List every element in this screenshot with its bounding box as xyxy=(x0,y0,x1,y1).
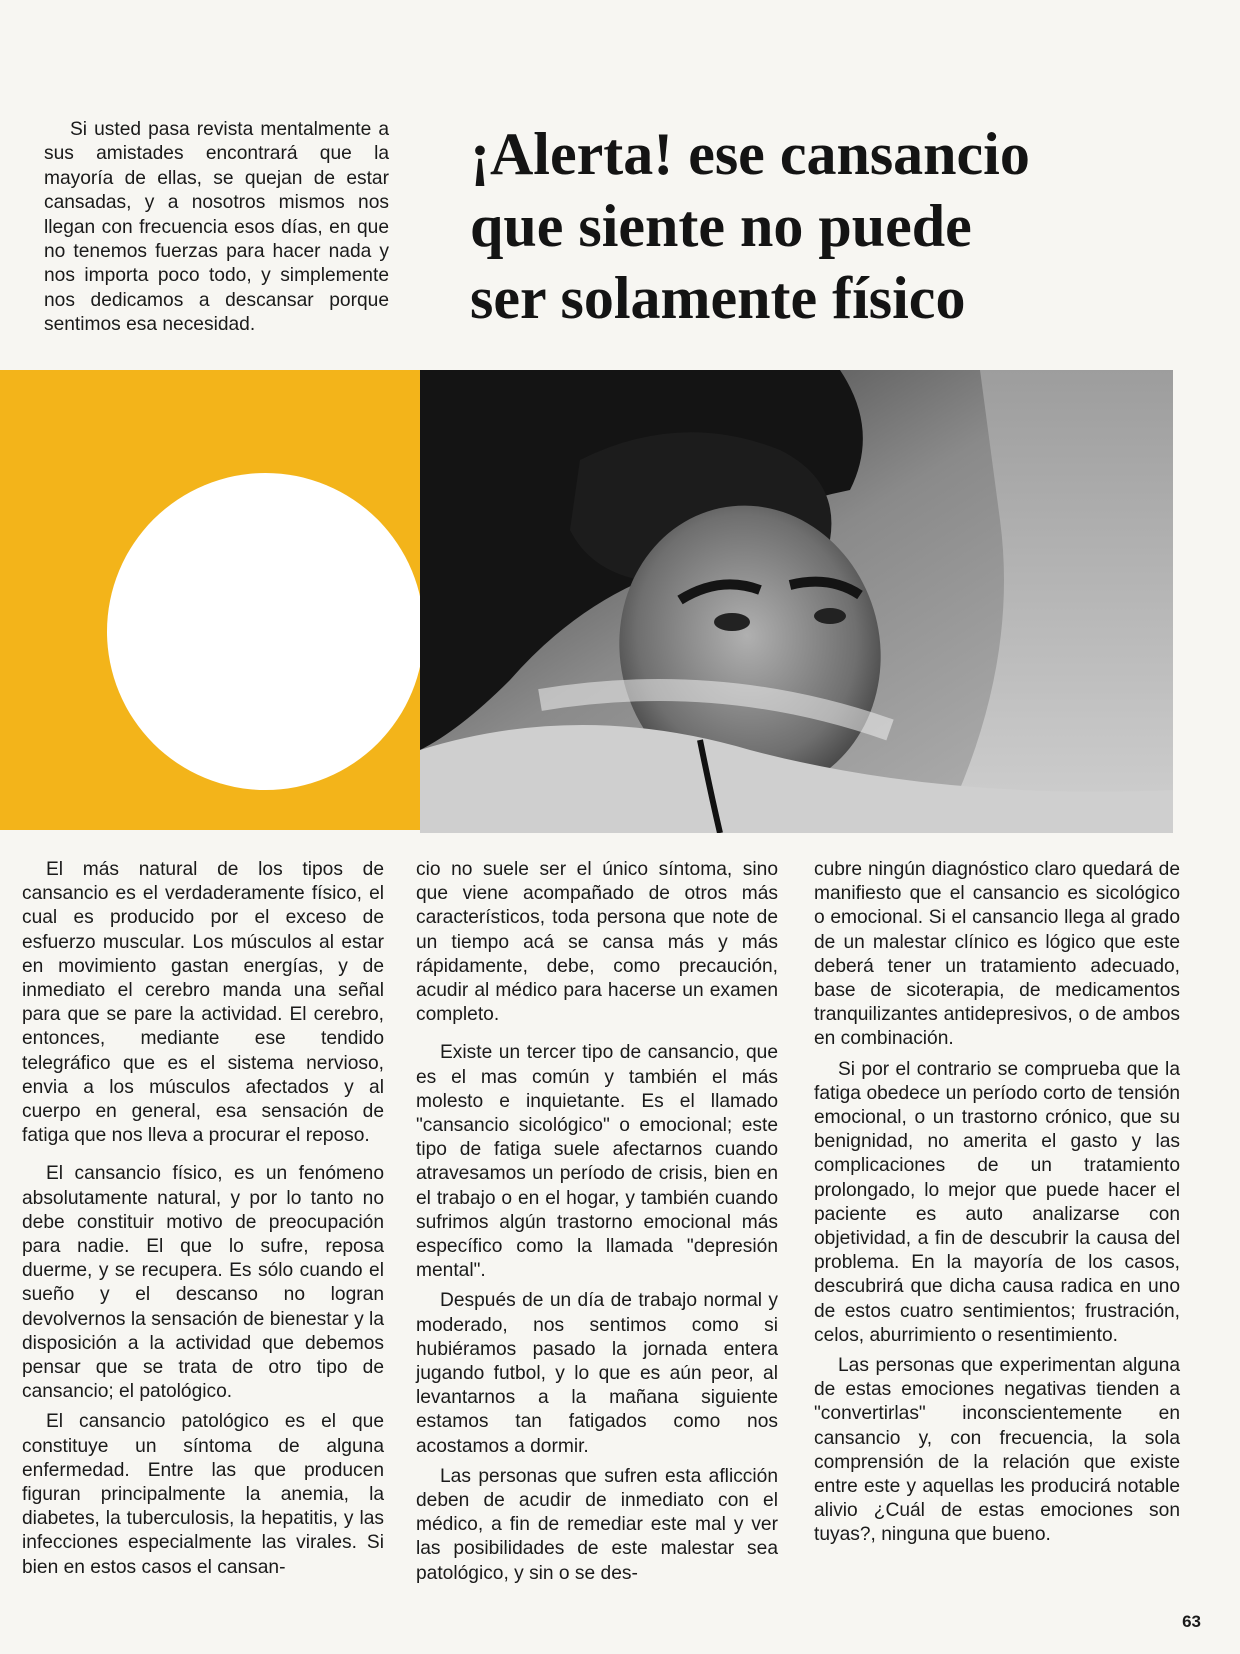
photo-illustration xyxy=(420,370,1173,833)
article-column-1 xyxy=(22,858,384,1594)
col3-paragraph: Las personas que experimentan alguna de estas emociones negativas tienden a "convertirlas" inconscientemente en cansancio y, con frecuencia, la sola comprensión de la relación que existe entre este y aquellas les producirá notable alivio ¿Cuál de estas emociones son tuyas?, ninguna que bueno. xyxy=(814,1355,1180,1546)
article-headline xyxy=(470,118,1210,334)
col1-paragraph: El cansancio patológico es el que constituye un síntoma de alguna enfermedad. Entre las que producen figuran principalmente la anemia, la diabetes, la tuberculosis, la hepatitis, y las infecciones especialmente las virales. Si bien en estos casos el cansan- xyxy=(22,1411,384,1578)
intro-paragraph: Si usted pasa revista mentalmente a sus amistades encontrará que la mayoría de ellas, se quejan de estar cansadas, y a nosotros mismos nos llegan con frecuencia esos días, en que no tenemos fuerzas para hacer nada y nos importa poco todo, y simplemente nos dedicamos a descansar porque sentimos esa necesidad. xyxy=(44,119,389,336)
headline-line-1: ¡Alerta! ese cansancio xyxy=(470,121,1030,187)
article-column-2 xyxy=(416,858,778,1600)
col3-paragraph: Si por el contrario se comprueba que la fatiga obedece un período corto de tensión emocional, o un trastorno crónico, que su benignidad, no amerita el gasto y las complicaciones de un tratamiento prolongado, lo mejor que puede hacer el paciente es auto analizarse con objetividad, a fin de descubrir la causa del problema. En la mayoría de los casos, descubrirá que dicha causa radica en uno de estos cuatro sentimientos; frustración, celos, aburrimiento o resentimiento. xyxy=(814,1058,1180,1346)
col2-paragraph: Las personas que sufren esta aflicción deben de acudir de inmediato con el médico, a fin de remediar este mal y ver las posibilidades de este malestar sea patológico, y sin o se des- xyxy=(416,1465,778,1584)
page-number: 63 xyxy=(1182,1612,1201,1631)
col2-paragraph: cio no suele ser el único síntoma, sino que viene acompañado de otros más característicos, toda persona que note de un tiempo acá se cansa más y más rápidamente, debe, como precaución, acudir al médico para hacerse un examen completo. xyxy=(416,859,778,1026)
col2-paragraph: Existe un tercer tipo de cansancio, que es el mas común y también el más molesto e inquietante. Es el llamado "cansancio sicológico" o emocional; este tipo de fatiga suele afectarnos cuando atravesamos un período de crisis, bien en el trabajo o en el hogar, y también cuando sufrimos algún trastorno emocional más específico como la llamada "depresión mental". xyxy=(416,1042,778,1282)
article-column-3 xyxy=(814,858,1180,1562)
man-resting-head-on-arms-photo xyxy=(420,370,1173,833)
headline-line-3: ser solamente físico xyxy=(470,265,966,331)
col1-paragraph: El cansancio físico, es un fenómeno absolutamente natural, y por lo tanto no debe constituir motivo de preocupación para nadie. El que lo sufre, reposa duerme, y se recupera. Es sólo cuando el sueño y el descanso no logran devolvernos la sensación de bienestar y la disposición a la actividad que debemos pensar que se trata de otro tipo de cansancio; el patológico. xyxy=(22,1163,384,1403)
headline-line-2: que siente no puede xyxy=(470,193,972,259)
col1-paragraph: El más natural de los tipos de cansancio es el verdaderamente físico, el cual es producido por el exceso de esfuerzo muscular. Los músculos al estar en movimiento gastan energías, y de inmediato el cerebro manda una señal para que se pare la actividad. El cerebro, entonces, mediante ese tendido telegráfico que es el sistema nervioso, envia a los músculos afectados y al cuerpo en general, esa sensación de fatiga que nos lleva a procurar el reposo. xyxy=(22,859,384,1147)
col3-paragraph: cubre ningún diagnóstico claro quedará de manifiesto que el cansancio es sicológico o emocional. Si el cansancio llega al grado de un malestar clínico es lógico que este deberá tener un tratamiento adecuado, base de sicoterapia, de medicamentos tranquilizantes antidepresivos, o de ambos en combinación. xyxy=(814,859,1180,1050)
white-circle-decoration xyxy=(107,473,424,790)
col2-paragraph: Después de un día de trabajo normal y moderado, nos sentimos como si hubiéramos pasado la jornada entera jugando futbol, y lo que es aún peor, al levantarnos a la mañana siguiente estamos tan fatigados como nos acostamos a dormir. xyxy=(416,1290,778,1457)
